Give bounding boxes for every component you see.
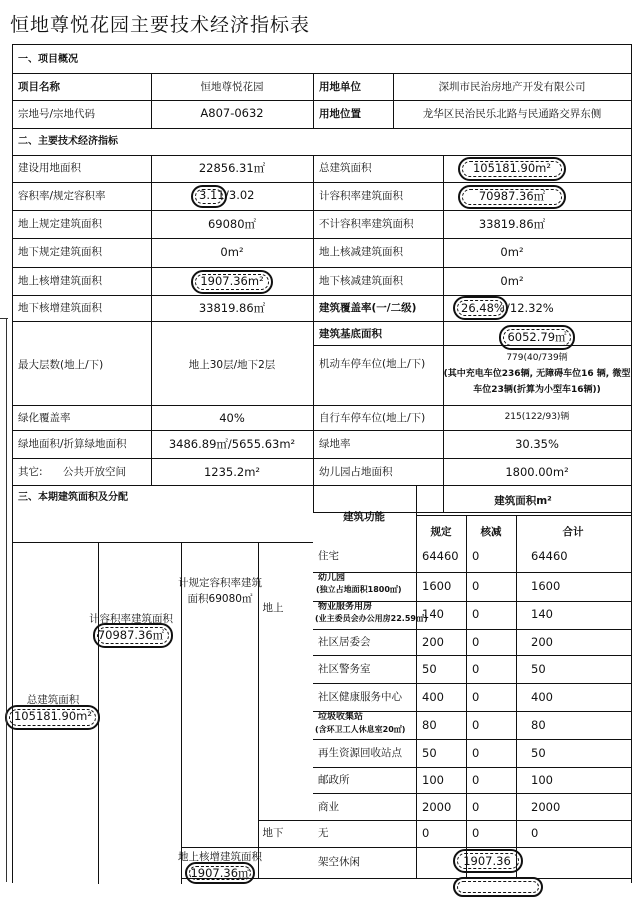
extra-area-value: 1907.36㎡ [190,866,250,880]
parcel-value: A807-0632 [200,106,264,120]
function-name: 住宅 [318,550,339,562]
other-label: 其它: [18,466,43,478]
below-extra-value: 33819.86㎡ [198,301,266,315]
kindergarten-area-label: 幼儿园占地面积 [319,466,393,478]
revision-cloud [453,877,543,897]
section-1-heading: 一、项目概况 [18,54,78,65]
total-cell: 200 [531,635,553,649]
above-reduced-value: 0m² [500,245,524,259]
non-far-area-label: 不计容积率建筑面积 [319,218,414,230]
site-area-label: 建设用地面积 [18,162,81,174]
function-name: 社区警务室 [318,663,371,675]
function-name: 社区健康服务中心 [318,691,402,703]
revision-cloud [93,623,173,648]
function-name: 无 [318,827,329,839]
reduced-cell: 0 [472,635,480,649]
public-space-value: 1235.2m² [203,465,261,479]
function-name: 物业服务用房 [318,602,373,612]
green-area-value: 3486.89㎡/5655.63m² [168,437,296,451]
coverage-label: 建筑覆盖率(一/二级) [319,302,417,314]
reduced-cell: 0 [472,718,480,732]
site-area-value: 22856.31㎡ [198,161,266,175]
reduced-cell: 0 [472,549,480,563]
pilotis-label: 架空休闲 [318,856,360,868]
area-header: 建筑面积m² [494,495,552,507]
reduced-cell: 0 [472,826,480,840]
planned-cell: 64460 [422,549,459,563]
function-name: 邮政所 [318,774,350,786]
reduced-cell: 0 [472,662,480,676]
document-title: 恒地尊悦花园主要技术经济指标表 [10,14,311,36]
function-note: (业主委员会办公用房22.59㎡) [315,614,428,623]
location-label: 用地位置 [319,108,361,120]
far-area-label: 计容积率建筑面积 [89,613,173,625]
revision-cloud [453,849,523,873]
function-name: 垃圾收集站 [318,712,364,722]
coverage-value: 26.48% [461,301,505,315]
base-area-value: 6052.79㎡ [507,330,567,344]
green-ratio-label: 绿地率 [319,438,351,450]
section-3-heading: 三、本期建筑面积及分配 [18,492,128,503]
green-cover-label: 绿化覆盖率 [18,412,71,424]
green-area-label: 绿地面积/折算绿地面积 [18,438,127,450]
revision-cloud [5,705,100,730]
revision-cloud [458,157,566,181]
above-planned-label: 地上规定建筑面积 [18,218,102,230]
planned-header: 规定 [430,526,452,538]
total-area-value: 105181.90m² [13,709,93,723]
indicator-table [12,44,632,883]
reduced-cell: 0 [472,579,480,593]
total-cell: 400 [531,690,553,704]
bike-value: 215(122/93)辆 [504,412,570,422]
total-cell: 0 [531,826,539,840]
location-value: 龙华区民治民乐北路与民通路交界东侧 [422,108,602,120]
planned-cell: 0 [422,826,430,840]
total-area-label: 总建筑面积 [26,694,80,706]
function-name: 再生资源回收站点 [318,747,402,759]
below-reduced-value: 0m² [500,274,524,288]
reduced-cell: 0 [472,800,480,814]
total-cell: 1600 [531,579,561,593]
far-value: 3.11 [199,188,225,202]
function-name: 幼儿园 [318,573,346,583]
land-user-label: 用地单位 [319,81,361,93]
project-name-label: 项目名称 [18,81,60,93]
above-extra-label: 地上核增建筑面积 [18,275,102,287]
floors-value: 地上30层/地下2层 [188,359,276,371]
far-label: 容积率/规定容积率 [18,190,106,202]
land-user-value: 深圳市民治房地产开发有限公司 [438,81,586,93]
total-cell: 2000 [531,800,561,814]
function-note: (含环卫工人休息室20㎡) [315,725,406,734]
function-name: 社区居委会 [318,636,371,648]
revision-cloud [458,185,566,209]
below-extra-label: 地下核增建筑面积 [18,302,102,314]
revision-cloud [191,185,227,208]
far-required-value: /3.02 [225,188,255,202]
function-name: 商业 [318,801,339,813]
extra-area-label: 地上核增建筑面积 [178,851,262,863]
far-area-value: 70987.36㎡ [478,189,546,203]
planned-cell: 2000 [422,800,452,814]
revision-cloud [185,862,255,884]
total-cell: 140 [531,607,553,621]
planned-cell: 50 [422,662,437,676]
above-planned-value: 69080㎡ [207,217,257,231]
parcel-label: 宗地号/宗地代码 [18,108,96,120]
kindergarten-area-value: 1800.00m² [505,465,569,479]
total-area-value: 105181.90m² [472,161,552,175]
public-space-label: 公共开放空间 [63,466,126,478]
total-cell: 50 [531,662,546,676]
function-header: 建筑功能 [343,511,385,523]
above-ground-label: 地上 [262,602,284,614]
planned-cell: 1600 [422,579,452,593]
pilotis-value: 1907.36 [463,854,511,868]
below-planned-value: 0m² [220,245,244,259]
revision-cloud [453,296,508,320]
reduced-cell: 0 [472,773,480,787]
green-cover-value: 40% [219,411,245,425]
total-cell: 100 [531,773,553,787]
far-area-value: 70987.36㎡ [97,628,165,642]
total-area-label: 总建筑面积 [319,162,372,174]
below-reduced-label: 地下核减建筑面积 [319,275,403,287]
total-cell: 50 [531,746,546,760]
floors-label: 最大层数(地上/下) [18,359,104,371]
below-ground-label: 地下 [262,827,284,839]
planned-cell: 400 [422,690,444,704]
above-extra-value: 1907.36m² [200,274,264,288]
function-note: (独立占地面积1800㎡) [316,585,402,594]
reduced-header: 核减 [480,526,502,538]
coverage-tier2-value: /12.32% [506,301,554,315]
planned-cell: 140 [422,607,444,621]
reduced-cell: 0 [472,690,480,704]
planned-cell: 200 [422,635,444,649]
total-cell: 80 [531,718,546,732]
parking-note-2: 车位23辆(折算为小型车16辆)) [473,385,601,395]
parking-label: 机动车停车位(地上/下) [319,358,426,370]
page-edge-line [6,318,7,882]
planned-cell: 50 [422,746,437,760]
project-name-value: 恒地尊悦花园 [200,81,264,93]
reduced-cell: 0 [472,746,480,760]
green-ratio-value: 30.35% [515,437,559,451]
planned-cell: 100 [422,773,444,787]
revision-cloud [191,270,273,294]
total-cell: 64460 [531,549,568,563]
below-planned-label: 地下规定建筑面积 [18,246,102,258]
planned-far-value: 面积69080㎡ [187,593,253,605]
bike-label: 自行车停车位(地上/下) [319,412,426,424]
revision-cloud [499,325,575,350]
planned-cell: 80 [422,718,437,732]
base-area-label: 建筑基底面积 [319,328,382,340]
section-2-heading: 二、主要技术经济指标 [18,136,118,147]
far-area-label: 计容积率建筑面积 [319,190,403,202]
total-header: 合计 [562,526,584,538]
reduced-cell: 0 [472,607,480,621]
planned-far-label: 计规定容积率建筑 [178,577,262,589]
above-reduced-label: 地上核减建筑面积 [319,246,403,258]
non-far-area-value: 33819.86㎡ [478,217,546,231]
parking-note-1: (其中充电车位236辆, 无障碍车位16 辆, 微型 [443,369,631,379]
parking-value: 779(40/739辆 [506,353,568,363]
